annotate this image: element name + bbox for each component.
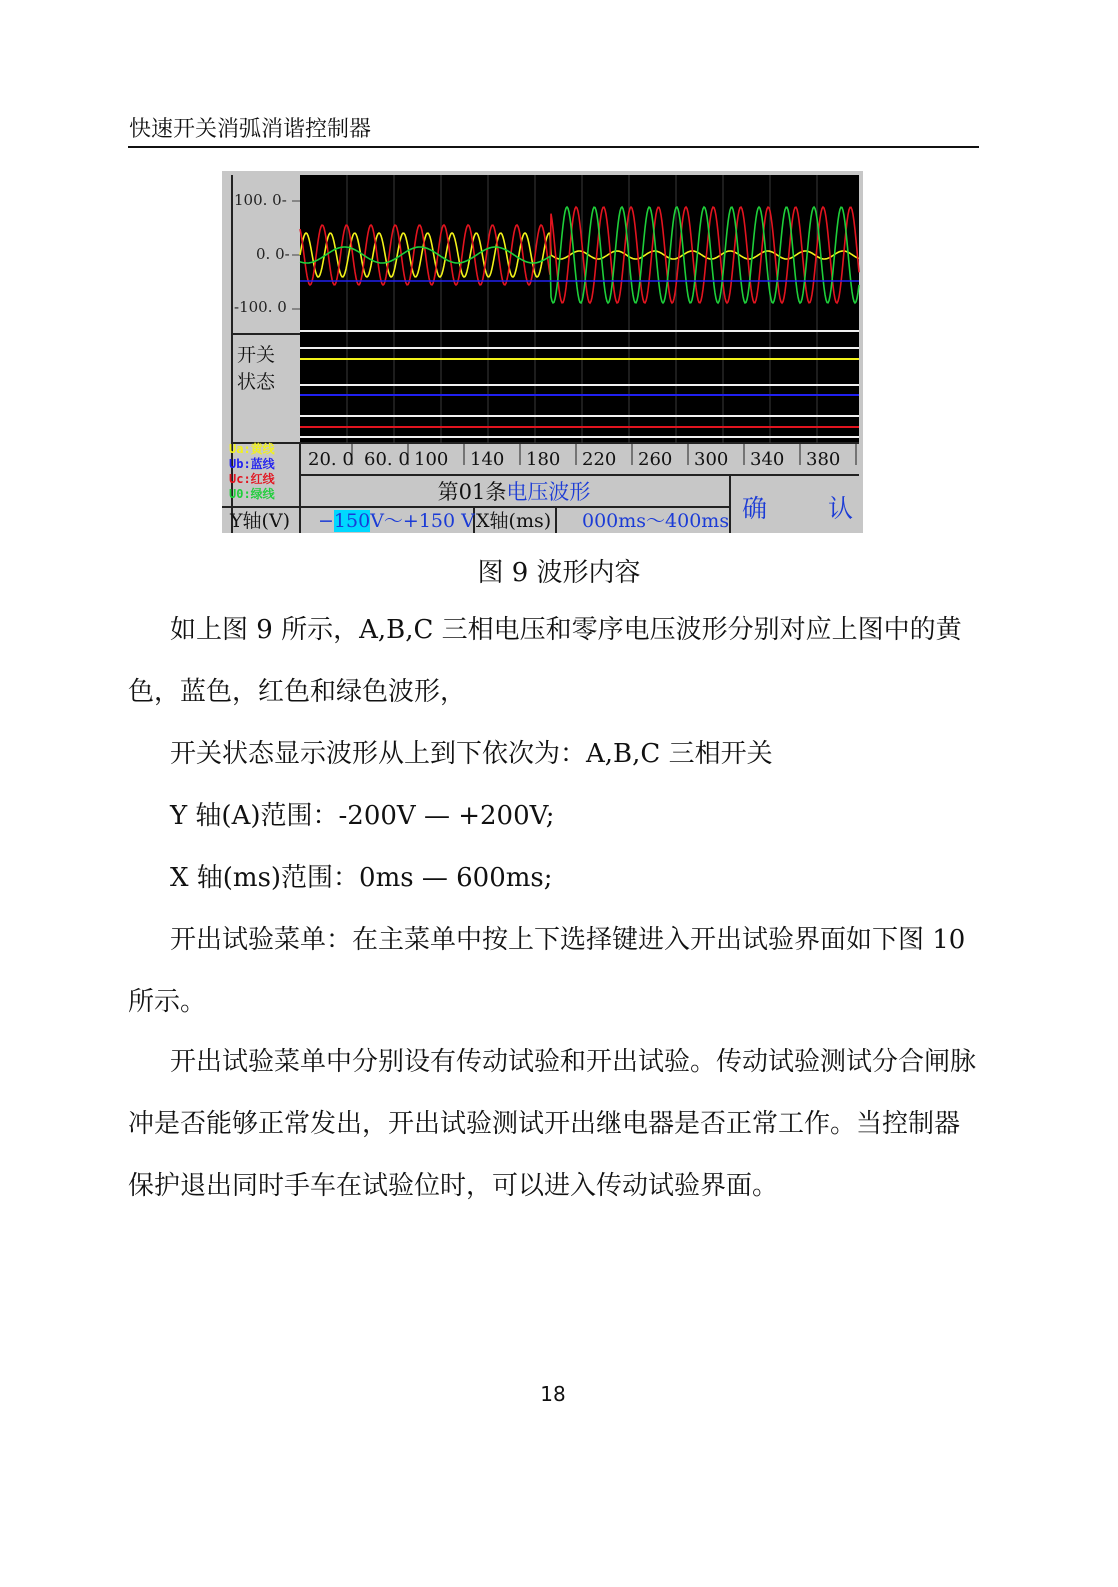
paragraph-1: 如上图 9 所示，A,B,C 三相电压和零序电压波形分别对应上图中的黄色，蓝色，红色和绿色波形，	[128, 615, 962, 707]
record-title-suffix: 电压波形	[506, 480, 591, 504]
ytick-label-0: 0. 0-	[256, 245, 290, 263]
paragraph-5: 开出试验菜单：在主菜单中按上下选择键进入开出试验界面如下图 10 所示。	[128, 925, 966, 1017]
confirm-char-1: 确	[742, 494, 768, 523]
ytick-label-neg100: -100. 0	[234, 298, 287, 316]
ytick-label-100: 100. 0-	[234, 191, 287, 209]
figure-caption: 图 9 波形内容	[477, 558, 641, 588]
header-rule	[128, 146, 979, 148]
xtick-label: 380	[806, 449, 841, 470]
y-range-rest: V～+150 V	[370, 510, 475, 532]
legend-uc: Uc:红线	[229, 472, 275, 486]
confirm-char-2: 认	[828, 494, 854, 523]
record-title	[300, 477, 728, 507]
switch-state-label-2: 状态	[236, 371, 275, 393]
y-range-minus: −	[318, 510, 334, 532]
xtick-label: 220	[582, 449, 617, 470]
confirm-button[interactable]	[730, 475, 863, 531]
y-range-low-field[interactable]: 150	[333, 510, 371, 532]
switch-state-label-1: 开关	[236, 344, 275, 366]
xtick-label: 100	[414, 449, 449, 470]
xtick-label: 260	[638, 449, 673, 470]
paragraph-3: Y 轴(A)范围：-200V — +200V;	[170, 801, 555, 831]
xtick-label: 340	[750, 449, 785, 470]
paragraph-4: X 轴(ms)范围：0ms — 600ms;	[170, 863, 553, 893]
xtick-label: 300	[694, 449, 729, 470]
paragraph-6: 开出试验菜单中分别设有传动试验和开出试验。传动试验测试分合闸脉冲是否能够正常发出，开出试验测试开出继电器是否正常工作。当控制器保护退出同时手车在试验位时，可以进入传动试验界面。	[128, 1047, 977, 1201]
page-number: 18	[540, 1382, 566, 1406]
legend-ua: Ua:黄线	[229, 442, 275, 456]
paragraph-2: 开关状态显示波形从上到下依次为：A,B,C 三相开关	[170, 739, 773, 769]
legend-u0: U0:绿线	[229, 487, 275, 501]
record-title-prefix: 第01条	[437, 480, 507, 504]
xtick-label: 20. 0	[308, 449, 354, 470]
y-axis-label: Y轴(V)	[230, 510, 291, 532]
xtick-label: 140	[470, 449, 505, 470]
x-axis-label: X轴(ms)	[476, 510, 552, 532]
waveform-screen	[222, 171, 863, 533]
x-axis-range[interactable]: 000ms～400ms	[582, 510, 730, 532]
legend-ub: Ub:蓝线	[229, 457, 275, 471]
y-axis-range[interactable]	[318, 509, 475, 533]
xtick-label: 60. 0	[364, 449, 410, 470]
xtick-label: 180	[526, 449, 561, 470]
header-title: 快速开关消弧消谐控制器	[129, 117, 372, 142]
plot-background	[300, 175, 859, 443]
